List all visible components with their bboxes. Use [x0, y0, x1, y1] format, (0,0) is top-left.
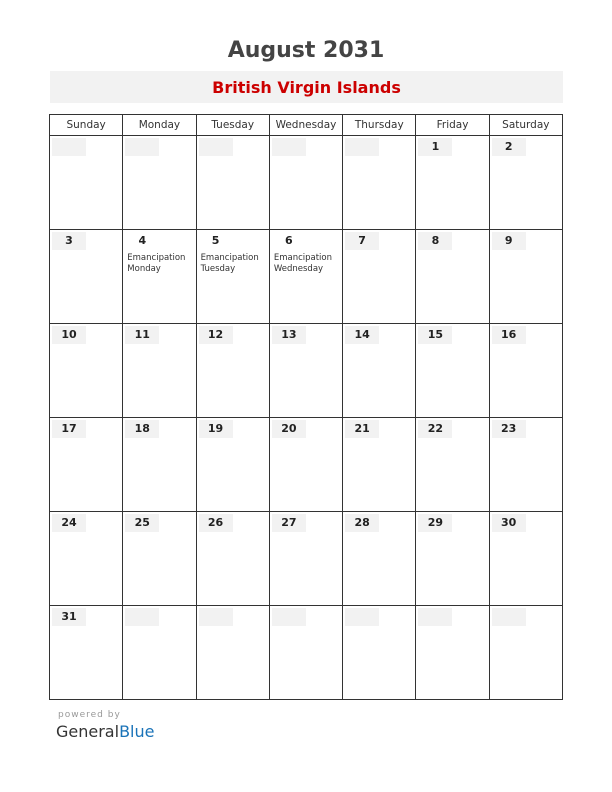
day-number: 6: [285, 234, 293, 247]
powered-by-label: powered by: [58, 710, 121, 720]
calendar-day-cell[interactable]: [343, 606, 416, 700]
calendar-week-row: [50, 230, 563, 324]
calendar-day-cell[interactable]: [269, 230, 342, 324]
country-name: British Virgin Islands: [212, 78, 401, 97]
day-number: 17: [52, 420, 86, 438]
day-number: 22: [418, 420, 452, 438]
day-number: 7: [345, 232, 379, 250]
calendar-day-cell[interactable]: [416, 230, 489, 324]
day-number: 28: [345, 514, 379, 532]
weekday-friday: Friday: [416, 115, 489, 136]
day-number: 24: [52, 514, 86, 532]
day-number: [492, 608, 526, 626]
day-number: 25: [125, 514, 159, 532]
holiday-label: Emancipation Monday: [127, 253, 186, 274]
day-number: [345, 608, 379, 626]
calendar-day-cell[interactable]: [50, 230, 123, 324]
day-number: 11: [125, 326, 159, 344]
weekday-header-row: [50, 115, 563, 136]
day-number: 10: [52, 326, 86, 344]
day-number: 26: [199, 514, 233, 532]
calendar-day-cell[interactable]: [123, 324, 196, 418]
day-number: 2: [492, 138, 526, 156]
calendar-day-cell[interactable]: [196, 230, 269, 324]
calendar-week-row: [50, 606, 563, 700]
day-number: 3: [52, 232, 86, 250]
calendar-day-cell[interactable]: [50, 512, 123, 606]
weekday-sunday: Sunday: [50, 115, 123, 136]
day-number: 9: [492, 232, 526, 250]
calendar-day-cell[interactable]: [123, 418, 196, 512]
day-number: 15: [418, 326, 452, 344]
calendar-day-cell[interactable]: [269, 512, 342, 606]
country-banner: [50, 71, 563, 103]
day-number: 31: [52, 608, 86, 626]
day-number: [418, 608, 452, 626]
calendar-day-cell[interactable]: [489, 324, 562, 418]
calendar-day-cell[interactable]: [50, 136, 123, 230]
calendar-week-row: [50, 418, 563, 512]
calendar-day-cell[interactable]: [196, 418, 269, 512]
day-number: 19: [199, 420, 233, 438]
calendar-day-cell[interactable]: [343, 136, 416, 230]
calendar-day-cell[interactable]: [123, 230, 196, 324]
calendar-day-cell[interactable]: [489, 512, 562, 606]
calendar-week-row: [50, 136, 563, 230]
calendar-day-cell[interactable]: [343, 230, 416, 324]
calendar-day-cell[interactable]: [196, 512, 269, 606]
calendar-day-cell[interactable]: [416, 418, 489, 512]
calendar-day-cell[interactable]: [489, 606, 562, 700]
calendar-day-cell[interactable]: [123, 606, 196, 700]
day-number: [199, 608, 233, 626]
weekday-saturday: Saturday: [489, 115, 562, 136]
day-number: 8: [418, 232, 452, 250]
holiday-label: Emancipation Tuesday: [200, 253, 259, 274]
calendar-day-cell[interactable]: [50, 324, 123, 418]
day-number: [199, 138, 233, 156]
calendar-day-cell[interactable]: [416, 606, 489, 700]
calendar-day-cell[interactable]: [343, 512, 416, 606]
calendar-day-cell[interactable]: [269, 324, 342, 418]
calendar-day-cell[interactable]: [50, 606, 123, 700]
brand-general: General: [56, 722, 120, 741]
day-number: 14: [345, 326, 379, 344]
day-number: 18: [125, 420, 159, 438]
calendar-day-cell[interactable]: [50, 418, 123, 512]
calendar-day-cell[interactable]: [196, 606, 269, 700]
day-number: 29: [418, 514, 452, 532]
day-number: [125, 608, 159, 626]
day-number: 12: [199, 326, 233, 344]
calendar-day-cell[interactable]: [196, 324, 269, 418]
calendar-week-row: [50, 324, 563, 418]
day-number: [345, 138, 379, 156]
calendar-day-cell[interactable]: [343, 324, 416, 418]
calendar-day-cell[interactable]: [269, 606, 342, 700]
calendar-day-cell[interactable]: [416, 324, 489, 418]
day-number: 30: [492, 514, 526, 532]
day-number: 13: [272, 326, 306, 344]
calendar-day-cell[interactable]: [489, 418, 562, 512]
day-number: 23: [492, 420, 526, 438]
day-number: 20: [272, 420, 306, 438]
page-title: August 2031: [227, 38, 385, 63]
brand-blue: Blue: [119, 722, 155, 741]
day-number: [125, 138, 159, 156]
weekday-tuesday: Tuesday: [196, 115, 269, 136]
calendar-day-cell[interactable]: [416, 136, 489, 230]
weekday-wednesday: Wednesday: [269, 115, 342, 136]
day-number: [272, 138, 306, 156]
day-number: 21: [345, 420, 379, 438]
day-number: 16: [492, 326, 526, 344]
weekday-monday: Monday: [123, 115, 196, 136]
calendar-day-cell[interactable]: [489, 230, 562, 324]
calendar-day-cell[interactable]: [343, 418, 416, 512]
calendar-grid: [49, 114, 563, 700]
calendar-day-cell[interactable]: [489, 136, 562, 230]
day-number: 4: [138, 234, 147, 247]
calendar-day-cell[interactable]: [123, 136, 196, 230]
brand-logo[interactable]: [56, 722, 154, 741]
weekday-thursday: Thursday: [343, 115, 416, 136]
day-number: 5: [211, 234, 220, 247]
day-number: 27: [272, 514, 306, 532]
calendar-day-cell[interactable]: [196, 136, 269, 230]
day-number: 1: [418, 138, 452, 156]
day-number: [52, 138, 86, 156]
calendar-day-cell[interactable]: [123, 512, 196, 606]
calendar-day-cell[interactable]: [416, 512, 489, 606]
calendar-week-row: [50, 512, 563, 606]
calendar-day-cell[interactable]: [269, 418, 342, 512]
day-number: [272, 608, 306, 626]
calendar-day-cell[interactable]: [269, 136, 342, 230]
holiday-label: Emancipation Wednesday: [273, 253, 333, 274]
